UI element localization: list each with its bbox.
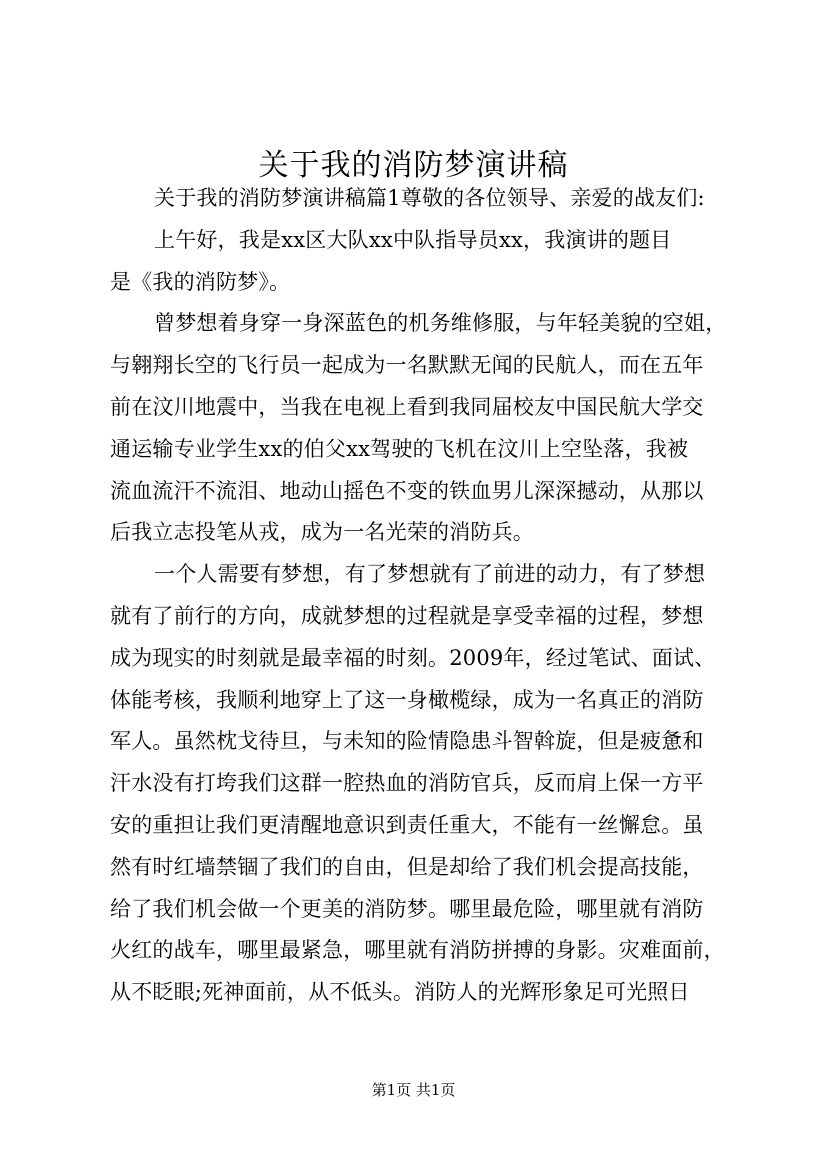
document-body [110,178,732,1014]
page-footer: 第1页 共1页 [371,1081,456,1099]
text-line: 军人。虽然枕戈待旦，与未知的险情隐患斗智斡旋，但是疲惫和 [110,729,704,754]
text-line: 是《我的消防梦》。 [110,269,291,294]
text-line: 一个人需要有梦想，有了梦想就有了前进的动力，有了梦想 [154,562,706,587]
text-line: 前在汶川地震中，当我在电视上看到我同届校友中国民航大学交 [110,394,704,419]
text-line: 成为现实的时刻就是最幸福的时刻。2009年，经过笔试、面试、 [110,645,716,670]
text-line: 给了我们机会做一个更美的消防梦。哪里最危险，哪里就有消防 [110,896,704,921]
text-line: 就有了前行的方向，成就梦想的过程就是享受幸福的过程，梦想 [110,603,704,628]
text-line: 与翱翔长空的飞行员一起成为一名默默无闻的民航人，而在五年 [110,353,704,378]
text-line: 流血流汗不流泪、地动山摇色不变的铁血男儿深深撼动，从那以 [110,478,704,503]
text-line: 关于我的消防梦演讲稿篇1尊敬的各位领导、亲爱的战友们: [154,186,705,210]
page-title: 关于我的消防梦演讲稿 [258,148,569,183]
text-line: 然有时红墙禁锢了我们的自由，但是却给了我们机会提高技能， [110,854,704,879]
text-line: 安的重担让我们更清醒地意识到责任重大，不能有一丝懈怠。虽 [110,812,704,837]
text-line: 火红的战车，哪里最紧急，哪里就有消防拼搏的身影。灾难面前， [110,938,725,963]
text-line: 曾梦想着身穿一身深蓝色的机务维修服，与年轻美貌的空姐， [154,311,727,336]
text-line: 体能考核，我顺利地穿上了这一身橄榄绿，成为一名真正的消防 [110,687,704,712]
text-line: 从不眨眼;死神面前，从不低头。消防人的光辉形象足可光照日 [110,980,690,1005]
text-line: 后我立志投笔从戎，成为一名光荣的消防兵。 [110,520,534,545]
text-line: 汗水没有打垮我们这群一腔热血的消防官兵，反而肩上保一方平 [110,771,704,796]
text-line: 上午好，我是xx区大队xx中队指导员xx，我演讲的题目 [154,227,672,252]
text-line: 通运输专业学生xx的伯父xx驾驶的飞机在汶川上空坠落，我被 [110,436,689,461]
